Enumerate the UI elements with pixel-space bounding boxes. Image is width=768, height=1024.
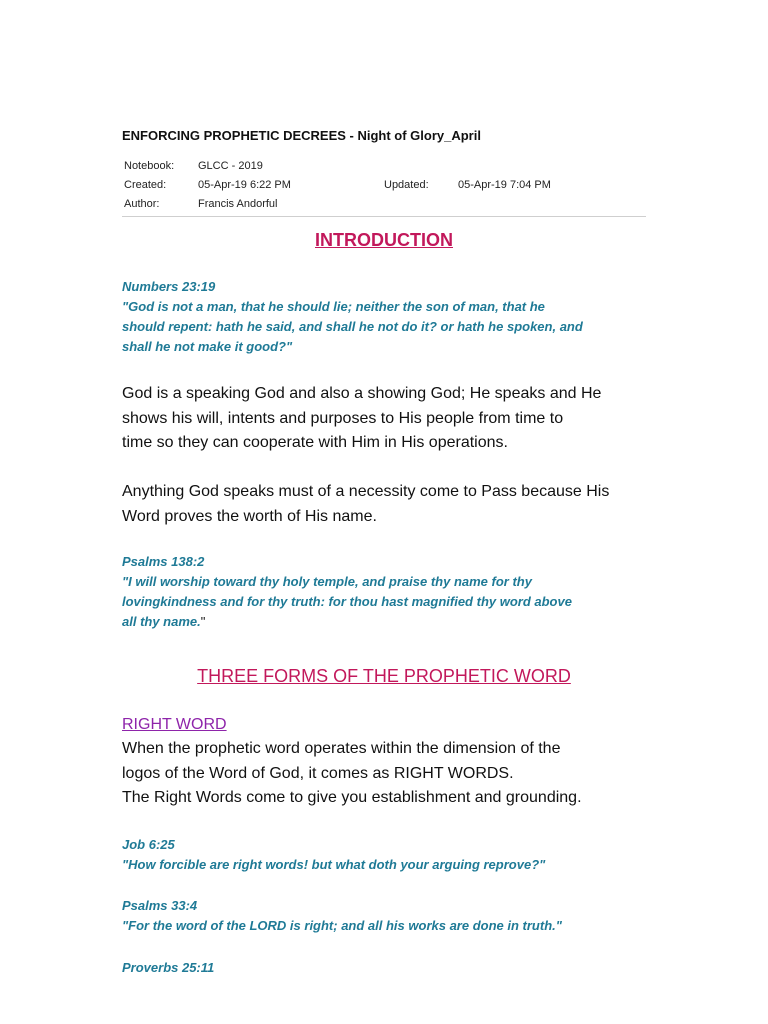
author-value: Francis Andorful (198, 198, 278, 210)
scripture-proverbs-25-11 (122, 958, 652, 978)
paragraph-line: Anything God speaks must of a necessity come to Pass because His (122, 483, 610, 500)
scripture-text-line: "I will worship toward thy holy temple, and praise thy name for thy (122, 574, 532, 589)
scripture-reference: Job 6:25 (122, 837, 175, 852)
closing-quote: " (200, 614, 206, 629)
right-word-heading: RIGHT WORD (122, 716, 227, 733)
meta-row-author (122, 198, 646, 217)
paragraph-line: shows his will, intents and purposes to His people from time to (122, 409, 564, 427)
notebook-label: Notebook: (124, 160, 175, 172)
scripture-reference: Psalms 33:4 (122, 898, 198, 913)
created-label: Created: (124, 179, 167, 191)
meta-row-created (122, 179, 646, 198)
created-value: 05-Apr-19 6:22 PM (198, 179, 291, 191)
scripture-psalms-138-2 (122, 552, 652, 632)
scripture-text-line: "For the word of the LORD is right; and all his works are done in truth." (122, 918, 562, 933)
notebook-value: GLCC - 2019 (198, 160, 263, 172)
paragraph-line: When the prophetic word operates within the dimension of the (122, 740, 561, 757)
scripture-reference: Numbers 23:19 (122, 279, 216, 294)
paragraph-line: logos of the Word of God, it comes as RIGHT WORDS. (122, 764, 514, 782)
meta-row-notebook (122, 160, 646, 179)
scripture-text: all thy name. (122, 614, 201, 629)
paragraph-right-words (122, 737, 662, 811)
scripture-text-line-last (122, 612, 652, 632)
three-forms-heading: THREE FORMS OF THE PROPHETIC WORD (197, 666, 571, 686)
author-label: Author: (124, 198, 160, 210)
paragraph-line: God is a speaking God and also a showing God; He speaks and He (122, 385, 602, 402)
scripture-reference: Psalms 138:2 (122, 554, 205, 569)
scripture-reference: Proverbs 25:11 (122, 960, 215, 975)
updated-value: 05-Apr-19 7:04 PM (458, 179, 551, 191)
scripture-text-line: "God is not a man, that he should lie; neither the son of man, that he (122, 299, 545, 314)
paragraph-come-to-pass (122, 480, 662, 529)
scripture-text-line: "How forcible are right words! but what doth your arguing reprove?" (122, 857, 546, 872)
scripture-psalms-33-4 (122, 896, 652, 936)
note-title: ENFORCING PROPHETIC DECREES - Night of Glory_April (122, 128, 481, 143)
scripture-job-6-25 (122, 835, 652, 875)
scripture-numbers-23-19 (122, 277, 652, 357)
introduction-heading: INTRODUCTION (315, 230, 453, 250)
metadata-divider (122, 216, 646, 217)
scripture-text-line: should repent: hath he said, and shall he not do it? or hath he spoken, and (122, 319, 583, 334)
scripture-text-line: lovingkindness and for thy truth: for thou hast magnified thy word above (122, 594, 572, 609)
paragraph-line: time so they can cooperate with Him in His operations. (122, 434, 508, 451)
note-metadata (122, 160, 646, 217)
paragraph-line: Word proves the worth of His name. (122, 507, 377, 525)
paragraph-line: The Right Words come to give you establishment and grounding. (122, 789, 582, 806)
scripture-text-line: shall he not make it good?" (122, 339, 293, 354)
paragraph-speaking-god (122, 382, 662, 456)
updated-label: Updated: (384, 179, 429, 191)
